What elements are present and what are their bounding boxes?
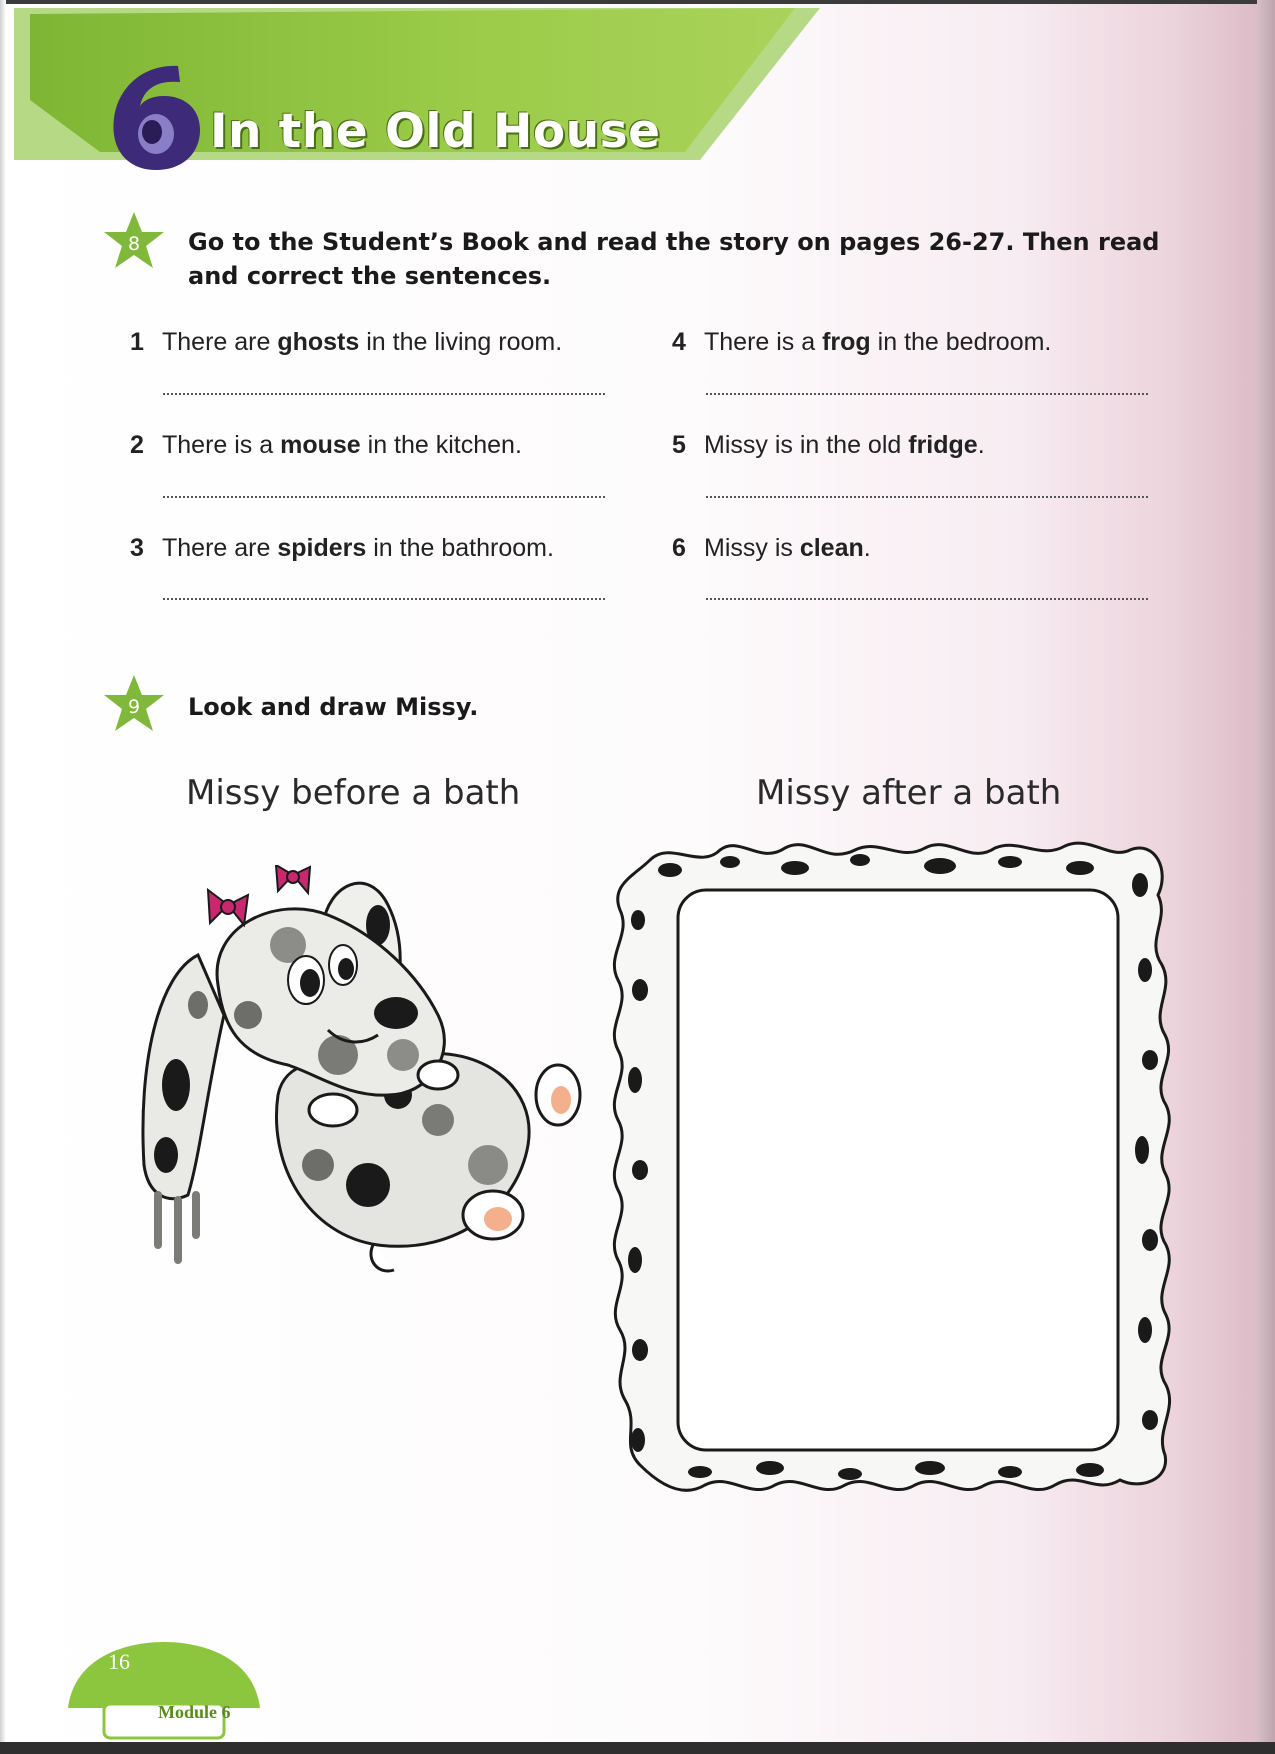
sentence-2 xyxy=(130,431,522,460)
activity-9-instruction: Look and draw Missy. xyxy=(188,693,479,721)
sentence-text: Missy is xyxy=(704,534,800,562)
sentence-text: There is a xyxy=(704,328,823,356)
sentence-number: 5 xyxy=(672,431,686,459)
sentence-text: There are xyxy=(162,328,278,356)
sentence-text: . xyxy=(863,534,871,562)
caption-before-bath: Missy before a bath xyxy=(186,773,521,813)
answer-line-6[interactable] xyxy=(706,597,1148,600)
mushroom-footer-icon xyxy=(64,1638,264,1748)
sentence-text: There is a xyxy=(162,431,281,459)
answer-line-2[interactable] xyxy=(163,495,605,498)
sentence-keyword: spiders xyxy=(277,534,367,562)
sentence-text: in the living room. xyxy=(359,328,563,356)
sentence-1 xyxy=(130,328,562,357)
chapter-title: In the Old House xyxy=(210,104,661,159)
module-label: Module 6 xyxy=(158,1702,231,1722)
missy-dirty-illustration xyxy=(138,865,608,1285)
sentence-number: 2 xyxy=(130,431,144,459)
page-number: 16 xyxy=(108,1649,130,1674)
answer-line-1[interactable] xyxy=(163,392,605,395)
sentence-text: in the bathroom. xyxy=(366,534,554,562)
sentence-number: 1 xyxy=(130,328,144,356)
sentence-text: in the bedroom. xyxy=(870,328,1052,356)
scan-bottom-edge xyxy=(0,1742,1275,1754)
page-gutter xyxy=(1257,0,1275,1754)
answer-line-5[interactable] xyxy=(706,495,1148,498)
activity-number: 9 xyxy=(127,695,141,718)
sentence-4 xyxy=(672,328,1051,357)
sentence-number: 6 xyxy=(672,534,686,562)
sentence-number: 4 xyxy=(672,328,686,356)
sentence-text: in the kitchen. xyxy=(360,431,522,459)
sentence-text: Missy is in the old xyxy=(704,431,909,459)
sentence-keyword: ghosts xyxy=(277,328,360,356)
activity-8-badge xyxy=(102,210,166,274)
chapter-number-graphic xyxy=(100,56,210,176)
dalmatian-drawing-frame[interactable] xyxy=(610,840,1180,1500)
sentence-keyword: mouse xyxy=(280,431,361,459)
caption-after-bath: Missy after a bath xyxy=(756,773,1062,813)
activity-9-badge xyxy=(102,673,166,737)
scan-left-edge xyxy=(0,0,6,1754)
sentence-keyword: clean xyxy=(799,534,864,562)
sentence-3 xyxy=(130,534,554,563)
activity-number: 8 xyxy=(127,232,141,255)
sentence-5 xyxy=(672,431,985,460)
answer-line-3[interactable] xyxy=(163,597,605,600)
sentence-6 xyxy=(672,534,871,563)
sentence-text: . xyxy=(977,431,985,459)
activity-8-instruction-line1: Go to the Student’s Book and read the story on pages 26-27. Then read xyxy=(188,228,1160,256)
sentence-keyword: frog xyxy=(822,328,871,356)
sentence-keyword: fridge xyxy=(908,431,978,459)
answer-line-4[interactable] xyxy=(706,392,1148,395)
sentence-text: There are xyxy=(162,534,278,562)
activity-8-instruction-line2: and correct the sentences. xyxy=(188,262,552,290)
sentence-number: 3 xyxy=(130,534,144,562)
